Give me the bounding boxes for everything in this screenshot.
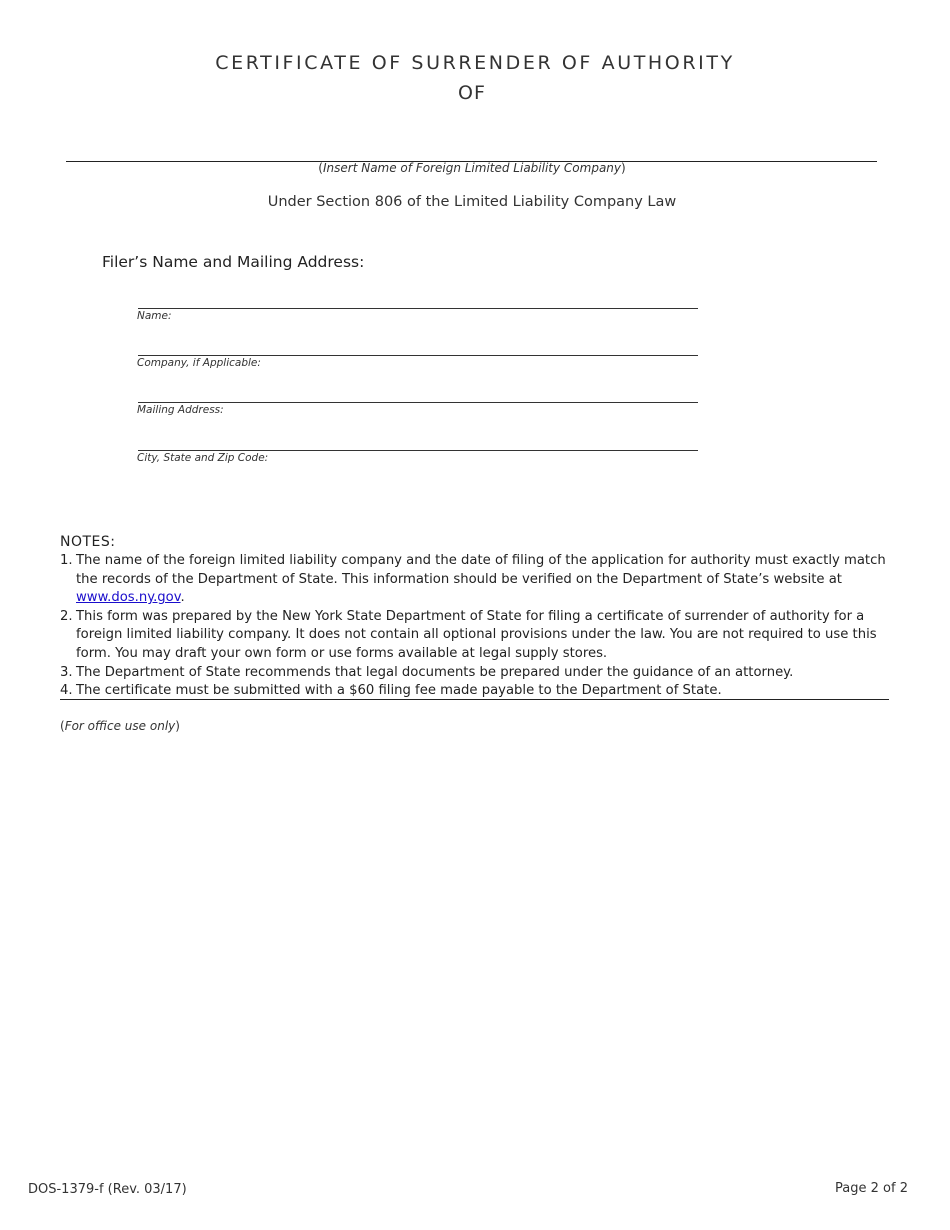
notes-list	[60, 552, 895, 701]
note-text: The name of the foreign limited liability company and the date of filing of the application for authority must exactly match the records of the Department of State. This information should be verified on the Department of State’s website at	[76, 553, 886, 587]
note-number: 4.	[60, 683, 73, 699]
form-id: DOS-1379-f (Rev. 03/17)	[28, 1182, 187, 1197]
mailing-address-field-label: Mailing Address:	[137, 404, 224, 416]
note-item	[60, 664, 895, 683]
note-item	[60, 682, 895, 701]
note-text: The Department of State recommends that legal documents be prepared under the guidance of an attorney.	[76, 664, 794, 680]
company-name-caption-text: Insert Name of Foreign Limited Liability Company	[322, 161, 622, 175]
city-state-zip-field-label: City, State and Zip Code:	[137, 452, 269, 464]
mailing-address-field-line[interactable]	[138, 402, 698, 403]
filer-heading: Filer’s Name and Mailing Address:	[102, 253, 365, 271]
notes-heading: NOTES:	[60, 534, 116, 550]
note-text-end: .	[180, 590, 185, 606]
note-number: 1.	[60, 553, 73, 568]
note-text: The certificate must be submitted with a $60 filing fee made payable to the Department of State.	[76, 683, 722, 699]
document-title: CERTIFICATE OF SURRENDER OF AUTHORITY	[215, 52, 735, 74]
name-field-label: Name:	[137, 310, 172, 322]
note-number: 2.	[60, 608, 73, 624]
name-field-line[interactable]	[138, 308, 698, 309]
section-subtitle: Under Section 806 of the Limited Liability Company Law	[267, 194, 677, 210]
office-use-label: (For office use only)	[60, 719, 180, 733]
city-state-zip-field-line[interactable]	[138, 450, 698, 451]
notes-divider	[60, 699, 889, 700]
note-text: This form was prepared by the New York State Department of State for filing a certificate of surrender of authority for a foreign limited liability company. It does not contain all optional provisions under the law. You are not required to use this form. You may draft your own form or use forms available at legal supply stores.	[76, 608, 877, 661]
page-number: Page 2 of 2	[835, 1181, 908, 1196]
company-field-label: Company, if Applicable:	[137, 357, 261, 369]
company-field-line[interactable]	[138, 355, 698, 356]
note-item	[60, 552, 895, 608]
dos-website-link[interactable]: www.dos.ny.gov	[76, 590, 181, 606]
company-name-caption: (Insert Name of Foreign Limited Liability Company)	[318, 161, 626, 175]
note-item	[60, 608, 895, 664]
office-use-text: For office use only	[64, 719, 176, 733]
document-title-of: OF	[458, 82, 486, 104]
note-number: 3.	[60, 664, 73, 680]
